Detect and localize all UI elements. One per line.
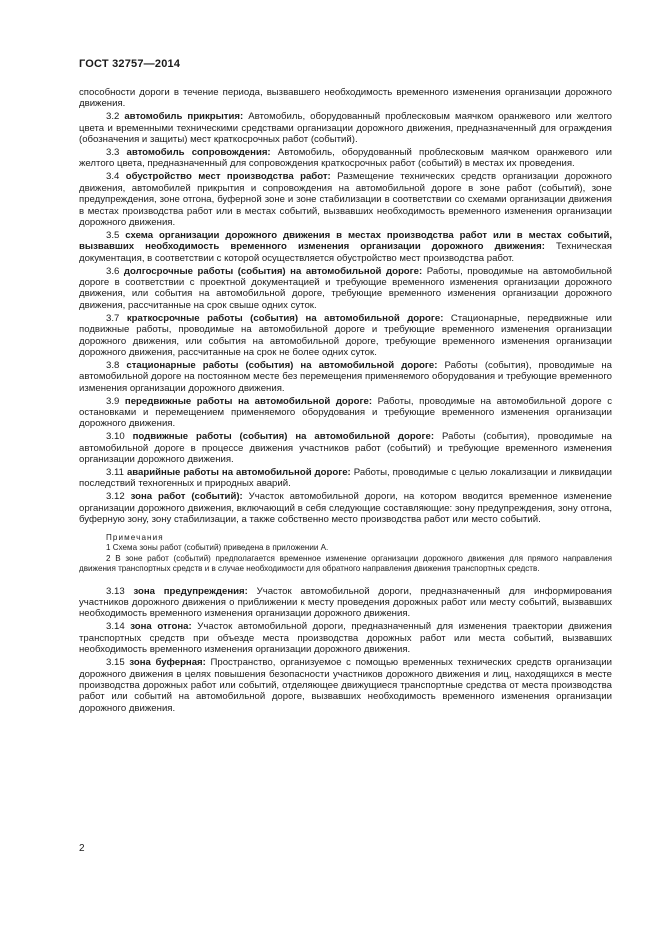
page-number: 2 — [79, 843, 85, 854]
definition-paragraph: 3.5 схема организации дорожного движения в местах производства работ или в местах событий, вызвавших необходимость временного изменения организации дорожного движения: Техническая документация, в соответствии с которой осуществляется обустройство мест производства работ. — [79, 229, 613, 264]
definition-term: автомобиль прикрытия: — [124, 111, 244, 123]
definition-term: долгосрочные работы (события) на автомобильной дороге: — [123, 265, 423, 277]
definition-paragraph: 3.14 зона отгона: Участок автомобильной дороги, предназначенный для изменения траектории движения транспортных средств при объезде места производства дорожных работ или места событий, вызвавших необходимость временного изменения организации дорожного движения. — [79, 621, 612, 656]
definition-term: схема организации дорожного движения в местах производства работ или в местах событий, вызвавших необходимость временного изменения организации дорожного движения: — [79, 229, 613, 253]
notes-block — [79, 533, 612, 574]
definition-term: автомобиль сопровождения: — [126, 147, 271, 159]
definition-term: аварийные работы на автомобильной дороге: — [126, 467, 351, 478]
definition-paragraph: 3.10 подвижные работы (события) на автомобильной дороге: Работы (события), проводимые на автомобильной дороге в процессе движения участников работ (событий) и требующие временного изменения организации дорожного движения. — [79, 431, 613, 466]
document-header: ГОСТ 32757—2014 — [79, 58, 181, 70]
definition-term: обустройство мест производства работ: — [125, 171, 331, 183]
definition-paragraph: 3.9 передвижные работы на автомобильной дороге: Работы, проводимые на автомобильной дороге с остановками и перемещением применяемого оборудования и требующие временного изменения организации дорожного движения. — [79, 395, 612, 430]
document-body — [79, 87, 612, 716]
definition-term: подвижные работы (события) на автомобильной дороге: — [132, 431, 435, 443]
definition-paragraph: 3.3 автомобиль сопровождения: Автомобиль, оборудованный проблесковым маячком оранжевого или желтого цвета, предназначенный для сопровождения краткосрочных работ (событий) в местах их проведения. — [79, 147, 613, 170]
definition-term: стационарные работы (события) на автомобильной дороге: — [126, 359, 438, 371]
definition-paragraph: 3.12 зона работ (событий): Участок автомобильной дороги, на котором вводится временное изменение организации дорожного движения, включающий в себя следующие составляющие: зону предупреждения, зону отгона, буферную зону, зону стабилизации, а также собственно место производства работ или место событий. — [79, 491, 613, 526]
definition-paragraph: 3.11 аварийные работы на автомобильной дороге: Работы, проводимые с целью локализации и ликвидации последствий техногенных и природных аварий. — [79, 467, 613, 490]
definition-paragraph: 3.4 обустройство мест производства работ: Размещение технических средств организации дорожного движения, автомобилей прикрытия и сопровождения на автомобильной дороге в зоне работ (событий), зоне предупреждения, зоне отгона, буферной зоне и зоне стабилизации в соответствии со схемами организации движения в местах производства работ или в местах событий, вызвавших необходимость временного изменения организации дорожного движения. — [79, 171, 612, 228]
definition-term: передвижные работы на автомобильной дороге: — [124, 395, 373, 407]
definition-term: краткосрочные работы (события) на автомобильной дороге: — [126, 312, 444, 324]
definition-paragraph: 3.15 зона буферная: Пространство, организуемое с помощью временных технических средств организации дорожного движения в целях повышения безопасности участников дорожного движения и лиц, находящихся в месте производства дорожных работ или событий, отделяющее движущиеся транспортные средства от места производства работ или событий на автомобильной дороге, вызвавших необходимость временного изменения организации дорожного движения. — [79, 657, 612, 714]
notes-title: Примечания — [106, 532, 164, 542]
definition-paragraph: 3.8 стационарные работы (события) на автомобильной дороге: Работы (события), проводимые на автомобильной дороге на постоянном месте без перемещения применяемого оборудования и требующие временного изменения организации дорожного движения. — [79, 359, 612, 394]
definition-paragraph: 3.13 зона предупреждения: Участок автомобильной дороги, предназначенный для информирования участников дорожного движения о приближении к месту проведения дорожных работ или месту событий, вызвавших необходимость временного изменения организации дорожного движения. — [79, 585, 612, 620]
definition-term: зона предупреждения: — [133, 585, 248, 597]
definition-paragraph: 3.6 долгосрочные работы (события) на автомобильной дороге: Работы, проводимые на автомобильной дороге в соответствии с проектной документацией и требующие временного изменения организации дорожного движения, или события на автомобильной дороге, требующие временного изменения организации дорожного движения, рассчитанные на срок свыше одних суток. — [79, 265, 612, 311]
definitions-list-continued — [79, 586, 612, 714]
note-item: 1 Схема зоны работ (событий) приведена в приложении А. — [106, 543, 329, 553]
intro-paragraph: способности дороги в течение периода, вызвавшего необходимость временного изменения организации дорожного движения. — [79, 87, 612, 110]
definition-term: зона буферная: — [129, 657, 206, 669]
definition-term: зона работ (событий): — [130, 491, 243, 503]
definition-term: зона отгона: — [130, 621, 192, 633]
definitions-list — [79, 111, 612, 525]
definition-paragraph: 3.7 краткосрочные работы (события) на автомобильной дороге: Стационарные, передвижные или подвижные работы, проводимые на автомобильной дороге и требующие временного изменения организации дорожного движения, или события на автомобильной дороге, требующие временного изменения организации дорожного движения, рассчитанные на срок не более одних суток. — [79, 312, 613, 358]
note-item: 2 В зоне работ (событий) предполагается временное изменение организации дорожного движения для прямого направления движения транспортных средств и в случае необходимости для обратного направления движения транспортных средств. — [79, 553, 612, 573]
definition-paragraph: 3.2 автомобиль прикрытия: Автомобиль, оборудованный проблесковым маячком оранжевого или желтого цвета и временными техническими средствами организации дорожного движения, предназначенный для ограждения (обозначения и защиты) мест краткосрочных работ (событий). — [79, 111, 612, 146]
